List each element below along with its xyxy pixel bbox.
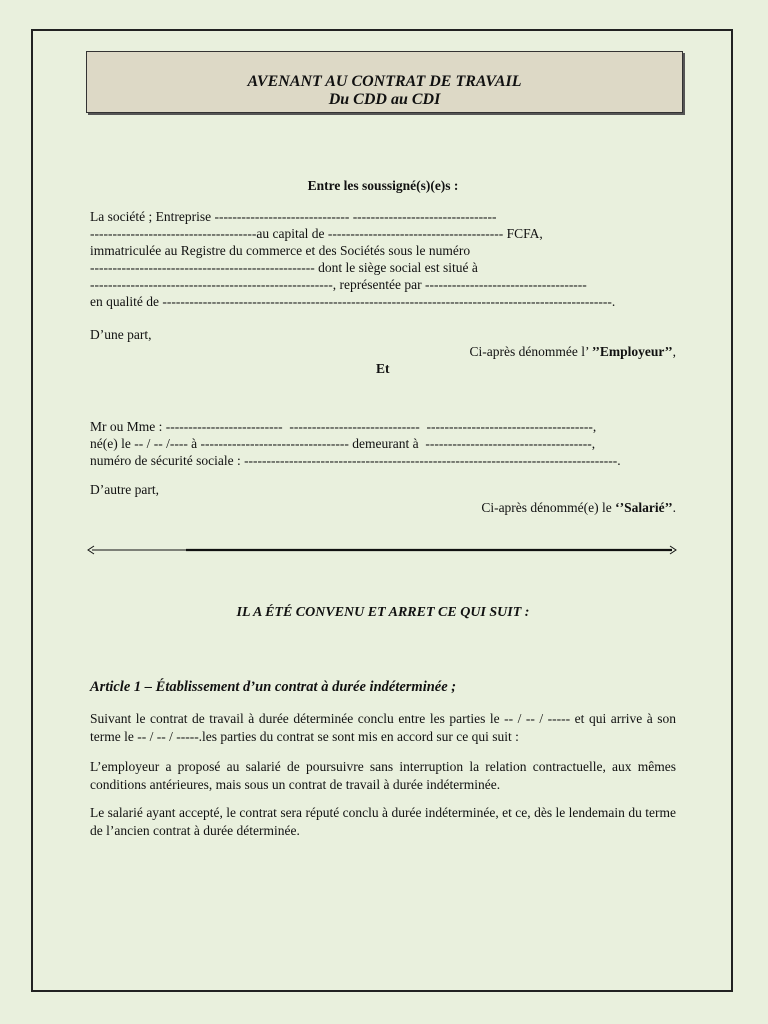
employee-designation-name: ‘’Salarié’’ — [615, 500, 673, 515]
employer-designation-name: ’’Employeur’’ — [591, 344, 673, 359]
article-1-paragraph-2: L’employeur a proposé au salarié de poursuivre sans interruption la relation contractuelle, aux mêmes conditions antérieures, mais sous un contrat de travail à durée indéterminée. — [90, 759, 676, 792]
une-part: D’une part, — [90, 327, 152, 342]
parties-heading: Entre les soussigné(s)(e)s : — [307, 178, 459, 193]
document-subtitle: Du CDD au CDI — [328, 91, 441, 108]
employer-line-1: La société ; Entreprise ------------------------------ -------------------------------- — [90, 209, 497, 224]
employer-line-4: -------------------------------------------------- dont le siège social est situé à — [90, 260, 478, 275]
agreement-heading: IL A ÉTÉ CONVENU ET ARRET CE QUI SUIT : — [236, 605, 530, 620]
document-title: AVENANT AU CONTRAT DE TRAVAIL — [247, 73, 522, 90]
employer-line-2: -------------------------------------au capital de --------------------------------------- FCFA, — [90, 226, 543, 241]
article-1-title: Article 1 – Établissement d’un contrat à durée indéterminée ; — [90, 679, 457, 695]
employer-designation — [90, 343, 676, 360]
double-arrow-divider — [86, 542, 678, 558]
employee-line-1: Mr ou Mme : -------------------------- ----------------------------- -------------------------------------, — [90, 419, 597, 434]
et-separator: Et — [376, 361, 390, 376]
employee-line-3: numéro de sécurité sociale : -----------------------------------------------------------------------------------. — [90, 453, 621, 468]
employee-designation-prefix: Ci-après dénommé(e) le — [481, 500, 616, 515]
employee-designation — [90, 499, 676, 516]
employer-designation-prefix: Ci-après dénommée l’ — [469, 344, 592, 359]
article-1-paragraph-3: Le salarié ayant accepté, le contrat sera réputé conclu à durée indéterminée, et ce, dès le lendemain du terme de l’ancien contrat à durée déterminée. — [90, 805, 676, 838]
employer-line-5: ------------------------------------------------------, représentée par ------------------------------------ — [90, 277, 587, 292]
employer-line-3: immatriculée au Registre du commerce et des Sociétés sous le numéro — [90, 243, 471, 258]
employee-designation-suffix: . — [672, 500, 676, 515]
article-1-paragraph-1: Suivant le contrat de travail à durée déterminée conclu entre les parties le -- / -- / ----- et qui arrive à son terme le -- / -- / -----.les parties du contrat se sont mis en accord sur ce qui suit : — [90, 711, 676, 744]
title-box — [86, 51, 683, 113]
employer-designation-suffix: , — [672, 344, 676, 359]
autre-part: D’autre part, — [90, 482, 159, 497]
employer-line-6: en qualité de ----------------------------------------------------------------------------------------------------. — [90, 294, 616, 309]
employee-line-2: né(e) le -- / -- /---- à --------------------------------- demeurant à -------------------------------------, — [90, 436, 596, 451]
